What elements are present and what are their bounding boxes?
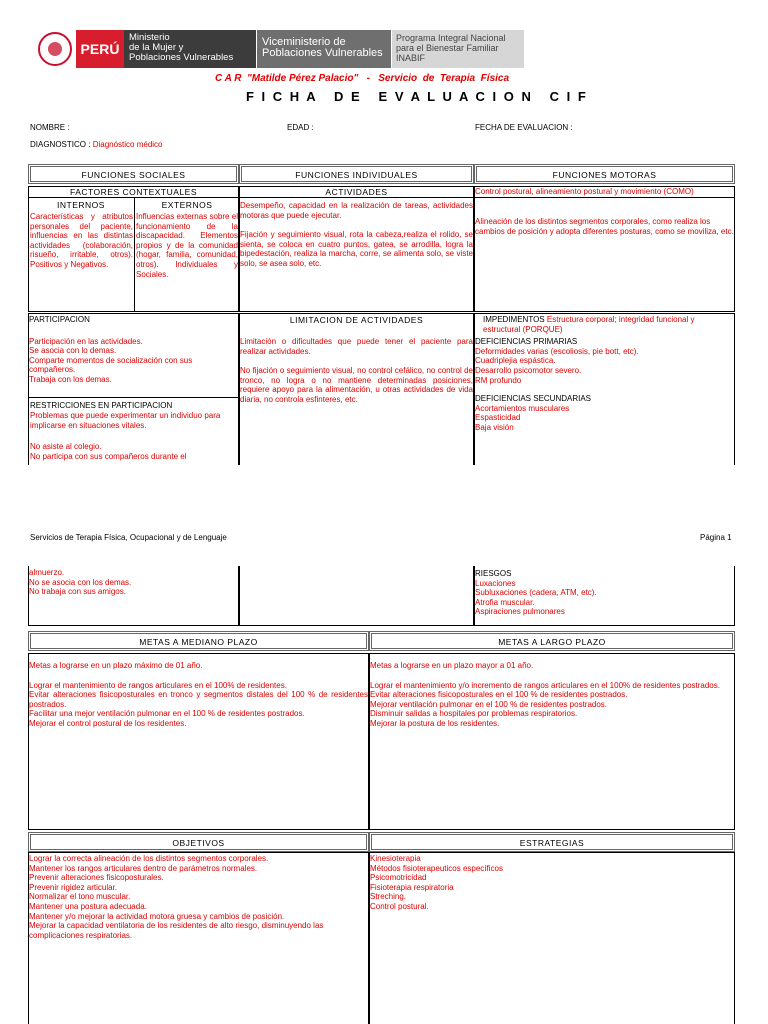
header-sociales: FUNCIONES SOCIALES <box>28 164 239 184</box>
limitacion-box <box>239 313 474 465</box>
motoras-text: Control postural, alineamiento postural y movimiento (COMO) <box>475 187 734 198</box>
footer-page-number: Página 1 <box>700 533 732 542</box>
internos-header: INTERNOS <box>57 200 105 210</box>
restricciones-text: Problemas que puede experimentar un individuo para implicarse en situaciones vitales. <box>30 411 221 430</box>
diagnostico-label: DIAGNOSTICO : Diagnóstico médico <box>30 140 163 149</box>
def-primarias-list: Deformidades varias (escoliosis, pie bott, etc). Cuadriplejia espástica. Desarrollo psicomotor severo. RM profundo <box>475 346 639 385</box>
actividades-header: ACTIVIDADES <box>240 187 473 198</box>
footer-left: Servicios de Terapia Física, Ocupacional y de Lenguaje <box>30 533 227 542</box>
limitacion-text-2: No fijación o seguimiento visual, no control cefálico, no control de tronco, no logra o no mantiene determinadas posiciones, requiere apoyo para la alimentación, u otras actividades de vida diaria, no controla esfinteres, etc. <box>240 366 473 404</box>
def-secundarias-header: DEFICIENCIAS SECUNDARIAS <box>475 394 592 404</box>
restricciones-header: RESTRICCIONES EN PARTICIPACION <box>30 401 173 410</box>
impedimentos-header: IMPEDIMENTOS <box>483 315 545 324</box>
actividades-box <box>239 186 474 312</box>
edad-label: EDAD : <box>287 123 314 132</box>
continuation-left-box <box>28 566 239 626</box>
estrategias-box <box>369 852 735 1024</box>
ministerio-logo: Ministerio de la Mujer y Poblaciones Vulnerables <box>124 30 256 68</box>
metas-largo-list: Lograr el mantenimiento y/o incremento de rangos articulares en el 100% de residentes postrados. Evitar alteraciones fisicoposturales en el 100 % de residentes postrados. Mejorar ventilación pulmonar en el 100 % de residentes postrados. Disminuir salidas a hospitales por problemas respiratorios. Mejorar la postura de los residentes. <box>370 680 720 728</box>
header-motoras: FUNCIONES MOTORAS <box>474 164 735 184</box>
internos-text: Características y atributos personales del paciente, influencias en las distintas actividades (colaboración, risueño, irritable, otros). Positivos y Negativos. <box>30 212 133 269</box>
def-secundarias-list: Acortamientos musculares Espasticidad Baja visión <box>475 403 570 432</box>
header-objetivos: OBJETIVOS <box>28 832 369 852</box>
riesgos-box <box>474 566 735 626</box>
metas-largo-box <box>369 653 735 830</box>
inabif-logo: Programa Integral Nacional para el Bienestar Familiar INABIF <box>392 30 524 68</box>
actividades-text: Desempeño, capacidad en la realización de tareas, actividades motoras que puede ejecutar. <box>240 201 473 220</box>
motoras-text-2: Alineación de los distintos segmentos corporales, como realiza los cambios de posición y adopta diferentes posturas, como se moviliza, etc. <box>475 217 734 236</box>
participacion-box <box>28 313 239 465</box>
metas-mediano-box <box>28 653 369 830</box>
fecha-label: FECHA DE EVALUACION : <box>475 123 573 132</box>
coat-of-arms-icon <box>38 32 72 66</box>
estrategias-list: Kinesioterapia Métodos fisioterapeuticos específicos Psicomotricidad Fisioterapia respiratoria Streching. Control postural. <box>370 854 503 911</box>
participacion-text: Participación en las actividades. Se asocia con lo demas. Comparte momentos de socialización con sus compañeros. Trabaja con los demas. <box>29 336 193 384</box>
header-individuales: FUNCIONES INDIVIDUALES <box>239 164 474 184</box>
externos-header: EXTERNOS <box>161 200 213 210</box>
objetivos-list: Lograr la correcta alineación de los distintos segmentos corporales. Mantener los rangos articulares dentro de parámetros normales. Prevenir alteraciones fisicoposturales. Prevenir rigidez articular. Normalizar el tono muscular. Mantener una postura adecuada. Mantener y/o mejorar la actividad motora gruesa y cambios de posición. Mejorar la capacidad ventilatoria de los residentes de alto riesgo, disminuyendo las complicaciones respiratorias. <box>29 854 324 940</box>
impedimentos-row <box>475 315 734 334</box>
viceministerio-logo: Viceministerio de Poblaciones Vulnerables <box>257 30 391 68</box>
metas-mediano-intro: Metas a lograrse en un plazo máximo de 01 año. <box>29 661 203 670</box>
externos-text: Influencias externas sobre el funcionamiento de la discapacidad. Elementos propios y de la comunidad (hogar, familia, comunidad, otros). Individuales y Sociales. <box>136 212 238 279</box>
header-metas-largo: METAS A LARGO PLAZO <box>369 631 735 651</box>
actividades-text-2: Fijación y seguimiento visual, rota la cabeza,realiza el rolido, se sienta, se coloca en cuatro puntos, gatea, se arrodilla, logra la bipedestación, realiza la marcha, corre, se alimenta solo, se viste solo, se asea solo, etc. <box>240 230 473 268</box>
metas-largo-intro: Metas a lograrse en un plazo mayor a 01 año. <box>370 661 534 670</box>
continuation-left-text: almuerzo. No se asocia con los demas. No trabaja con sus amigos. <box>29 568 132 597</box>
def-primarias-header: DEFICIENCIAS PRIMARIAS <box>475 337 578 347</box>
factores-header: FACTORES CONTEXTUALES <box>29 187 238 198</box>
nombre-label: NOMBRE : <box>30 123 70 132</box>
diagnostico-value: Diagnóstico médico <box>92 140 163 149</box>
limitacion-text: Limitación o dificultades que puede tener el paciente para realizar actividades. <box>240 337 473 356</box>
continuation-mid-box <box>239 566 474 626</box>
objetivos-box <box>28 852 369 1024</box>
center-line: C A R "Matilde Pérez Palacio" - Servicio de Terapia Física <box>215 73 510 84</box>
impedimentos-text: Estructura corporal; integridad funcional y estructural (PORQUE) <box>483 315 695 334</box>
limitacion-header: LIMITACION DE ACTIVIDADES <box>289 315 424 325</box>
participacion-header: PARTICIPACION <box>29 315 90 324</box>
riesgos-header: RIESGOS <box>475 569 512 578</box>
header-estrategias: ESTRATEGIAS <box>369 832 735 852</box>
page-title: F I C H A D E E V A L U A C I O N C I F <box>246 89 588 104</box>
factores-box <box>28 186 239 312</box>
peru-logo: PERÚ <box>76 30 124 68</box>
motoras-box <box>474 186 735 312</box>
impedimentos-box <box>474 313 735 465</box>
header-metas-mediano: METAS A MEDIANO PLAZO <box>28 631 369 651</box>
restricciones-list: No asiste al colegio. No participa con sus compañeros durante el <box>30 442 187 461</box>
riesgos-list: Luxaciones Subluxaciones (cadera, ATM, etc). Atrofia muscular. Aspiraciones pulmonares <box>475 578 597 617</box>
metas-mediano-list: Lograr el mantenimiento de rangos articulares en el 100% de residentes. Evitar alteraciones fisicoposturales en tronco y segmentos distales del 100 % de residentes postrados. Facilitar una mejor ventilación pulmonar en el 100 % de residentes postrados. Mejorar el control postural de los residentes. <box>29 680 368 728</box>
logo-bar <box>38 30 524 68</box>
